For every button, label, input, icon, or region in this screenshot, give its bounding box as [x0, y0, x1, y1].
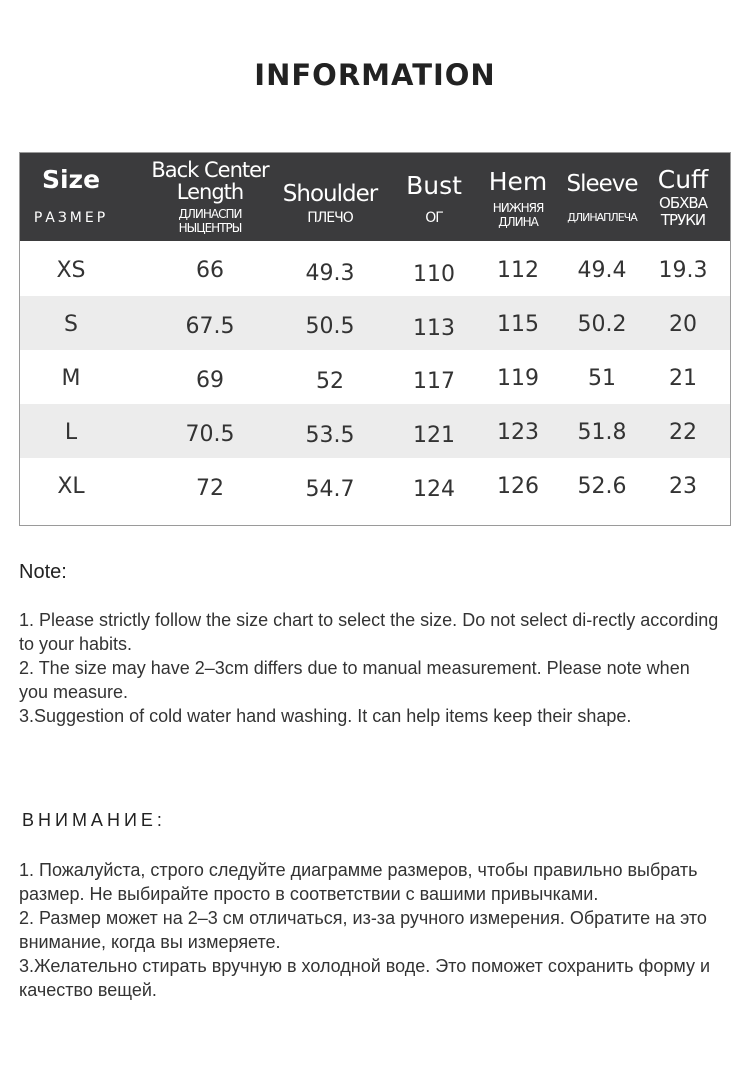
header-bust	[398, 153, 470, 241]
cell-shoulder: 50.5	[305, 314, 355, 339]
cell-bust: 117	[413, 369, 455, 394]
cell-bust: 113	[413, 316, 455, 341]
cell-shoulder: 53.5	[305, 423, 355, 448]
table-row	[20, 244, 730, 298]
cell-bust: 124	[413, 477, 455, 502]
note-body	[19, 608, 719, 728]
note-heading: Note:	[19, 561, 67, 583]
ru-note-body	[19, 858, 731, 1002]
cell-hem: 123	[497, 420, 539, 445]
cell-back-center-length: 72	[196, 476, 224, 501]
ru-note-line: 3.Желательно стирать вручную в холодной воде. Это поможет сохранить форму и качество вещей.	[19, 956, 711, 1000]
cell-cuff: 19.3	[658, 258, 708, 283]
ru-note-line: 1. Пожалуйста, строго следуйте диаграмме размеров, чтобы правильно выбрать размер. Не выбирайте просто в соответствии с вашими привычками.	[19, 860, 698, 904]
header-hem	[486, 153, 550, 241]
header-sleeve-sublabel: ДЛИНАПЛЕЧА	[567, 211, 637, 224]
header-hem-sublabel: НИЖНЯЯ ДЛИНА	[492, 201, 544, 229]
table-row	[20, 404, 730, 458]
header-shoulder	[278, 153, 382, 241]
cell-back-center-length: 67.5	[185, 314, 235, 339]
cell-sleeve: 51	[588, 366, 616, 391]
cell-size: XL	[57, 474, 85, 499]
cell-cuff: 22	[669, 420, 697, 445]
table-row	[20, 296, 730, 350]
cell-bust: 110	[413, 262, 455, 287]
cell-sleeve: 52.6	[577, 474, 627, 499]
table-row	[20, 458, 730, 512]
header-bust-label: Bust	[406, 171, 462, 200]
note-line: 3.Suggestion of cold water hand washing. It can help items keep their shape.	[19, 706, 632, 726]
header-size	[20, 153, 122, 241]
page-title: INFORMATION	[254, 58, 496, 92]
cell-bust: 121	[413, 423, 455, 448]
cell-size: XS	[56, 258, 86, 283]
header-shoulder-label: Shoulder	[282, 181, 378, 207]
header-back-center-length	[140, 153, 280, 241]
size-table	[19, 152, 731, 526]
cell-size: M	[61, 366, 81, 391]
cell-cuff: 23	[669, 474, 697, 499]
cell-hem: 126	[497, 474, 539, 499]
cell-hem: 115	[497, 312, 539, 337]
cell-shoulder: 52	[316, 369, 344, 394]
header-sleeve-label: Sleeve	[566, 171, 638, 197]
table-header	[20, 153, 730, 241]
header-cuff-sublabel: ОБХВА ТРУКИ	[659, 194, 707, 229]
header-back-center-length-label: Back Center Length	[151, 158, 269, 204]
ru-note-line: 2. Размер может на 2–3 см отличаться, из-за ручного измерения. Обратите на это внимание, когда вы измеряете.	[19, 908, 707, 952]
header-sleeve	[560, 153, 644, 241]
cell-sleeve: 50.2	[577, 312, 627, 337]
cell-shoulder: 54.7	[305, 477, 355, 502]
header-size-label: Size	[41, 165, 101, 194]
note-line: 2. The size may have 2–3cm differs due to manual measurement. Please note when you measure.	[19, 658, 690, 702]
header-shoulder-sublabel: ПЛЕЧО	[307, 210, 353, 226]
cell-hem: 119	[497, 366, 539, 391]
cell-back-center-length: 66	[196, 258, 224, 283]
header-back-center-length-sublabel: ДЛИНАСПИ НЫЦЕНТРЫ	[178, 207, 242, 235]
note-line: 1. Please strictly follow the size chart to select the size. Do not select di-rectly according to your habits.	[19, 610, 719, 654]
cell-hem: 112	[497, 258, 539, 283]
table-row	[20, 350, 730, 404]
cell-back-center-length: 70.5	[185, 422, 235, 447]
header-cuff	[648, 153, 718, 241]
header-size-sublabel: РАЗМЕР	[33, 210, 109, 226]
header-hem-label: Hem	[488, 167, 548, 196]
cell-sleeve: 49.4	[577, 258, 627, 283]
cell-size: S	[64, 312, 78, 337]
cell-cuff: 20	[669, 312, 697, 337]
cell-cuff: 21	[669, 366, 697, 391]
header-bust-sublabel: ОГ	[425, 210, 443, 226]
header-cuff-label: Cuff	[657, 165, 709, 194]
cell-sleeve: 51.8	[577, 420, 627, 445]
cell-size: L	[64, 420, 78, 445]
cell-back-center-length: 69	[196, 368, 224, 393]
ru-note-heading: ВНИМАНИЕ:	[22, 810, 166, 830]
cell-shoulder: 49.3	[305, 261, 355, 286]
